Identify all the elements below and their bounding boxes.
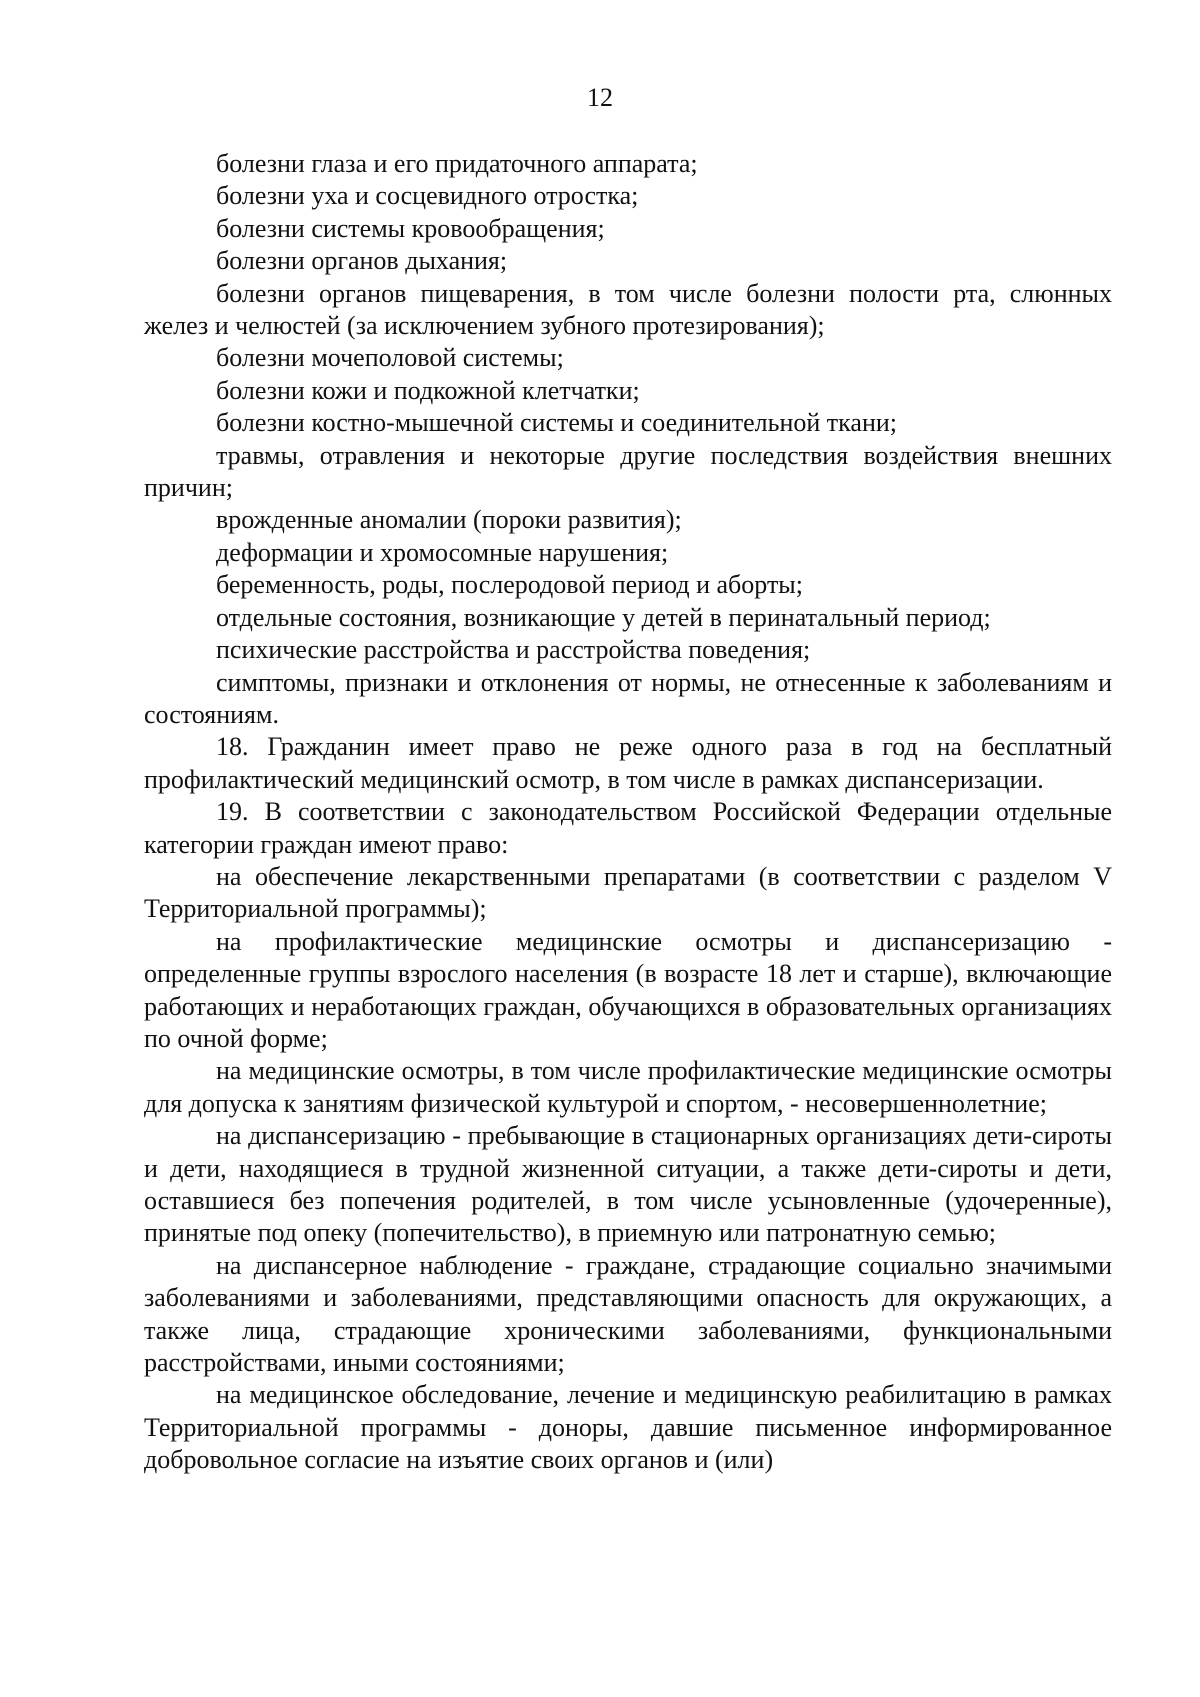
paragraph-eye-diseases: болезни глаза и его придаточного аппарата;	[216, 149, 698, 178]
paragraph-donor-rights: на медицинское обследование, лечение и медицинскую реабилитацию в рамках Территориальной программы - доноры, давшие письменное информированное добровольное согласие на изъятие своих органов и (или)	[144, 1380, 1112, 1475]
paragraph-congenital-anomalies: врожденные аномалии (пороки развития);	[216, 505, 682, 535]
paragraph-ear-diseases: болезни уха и сосцевидного отростка;	[216, 181, 639, 211]
paragraph-pregnancy: беременность, роды, послеродовой период и аборты;	[216, 570, 803, 600]
paragraph-medicines-right: на обеспечение лекарственными препаратами (в соответствии с разделом V Территориальной программы);	[144, 861, 1112, 924]
paragraph-circulatory-diseases: болезни системы кровообращения;	[216, 213, 605, 243]
paragraph-preventive-exams-right: на профилактические медицинские осмотры и диспансеризацию - определенные группы взрослого населения (в возрасте 18 лет и старше), включающие работающих и неработающих граждан, обучающихся в образовательных организациях по очной форме;	[144, 926, 1112, 1053]
page-number: 12	[587, 83, 613, 112]
paragraph-orphan-dispensary-right: на диспансеризацию - пребывающие в стационарных организациях дети-сироты и дети, находящиеся в трудной жизненной ситуации, а также дети-сироты и дети, оставшиеся без попечения родителей, в том числе усыновленные (удочеренные), принятые под опеку (попечительство), в приемную или патронатную семью;	[144, 1121, 1112, 1248]
paragraph-respiratory-diseases: болезни органов дыхания;	[216, 246, 508, 276]
paragraph-deformations: деформации и хромосомные нарушения;	[216, 537, 669, 567]
paragraph-digestive-diseases: болезни органов пищеварения, в том числе болезни полости рта, слюнных желез и челюстей (за исключением зубного протезирования);	[144, 278, 1112, 341]
paragraph-perinatal-conditions: отдельные состояния, возникающие у детей в перинатальный период;	[216, 602, 991, 632]
paragraph-clause-19: 19. В соответствии с законодательством Российской Федерации отдельные категории граждан имеют право:	[144, 797, 1112, 859]
paragraph-dispensary-observation-right: на диспансерное наблюдение - граждане, страдающие социально значимыми заболеваниями и заболеваниями, представляющими опасность для окружающих, а также лица, страдающие хроническими заболеваниями, функциональными расстройствами, иными состояниями;	[144, 1250, 1112, 1378]
paragraph-injuries: травмы, отравления и некоторые другие последствия воздействия внешних причин;	[144, 440, 1112, 503]
paragraph-skin-diseases: болезни кожи и подкожной клетчатки;	[216, 375, 640, 405]
paragraph-minor-exams-right: на медицинские осмотры, в том числе профилактические медицинские осмотры для допуска к занятиям физической культурой и спортом, - несовершеннолетние;	[144, 1056, 1112, 1118]
document-body	[144, 148, 1112, 1477]
paragraph-mental-disorders: психические расстройства и расстройства поведения;	[216, 635, 811, 665]
paragraph-clause-18: 18. Гражданин имеет право не реже одного раза в год на бесплатный профилактический медицинский осмотр, в том числе в рамках диспансеризации.	[144, 732, 1112, 794]
paragraph-musculoskeletal-diseases: болезни костно-мышечной системы и соединительной ткани;	[216, 408, 898, 438]
paragraph-genitourinary-diseases: болезни мочеполовой системы;	[216, 343, 564, 373]
paragraph-symptoms: симптомы, признаки и отклонения от нормы, не отнесенные к заболеваниям и состояниям.	[144, 667, 1112, 729]
